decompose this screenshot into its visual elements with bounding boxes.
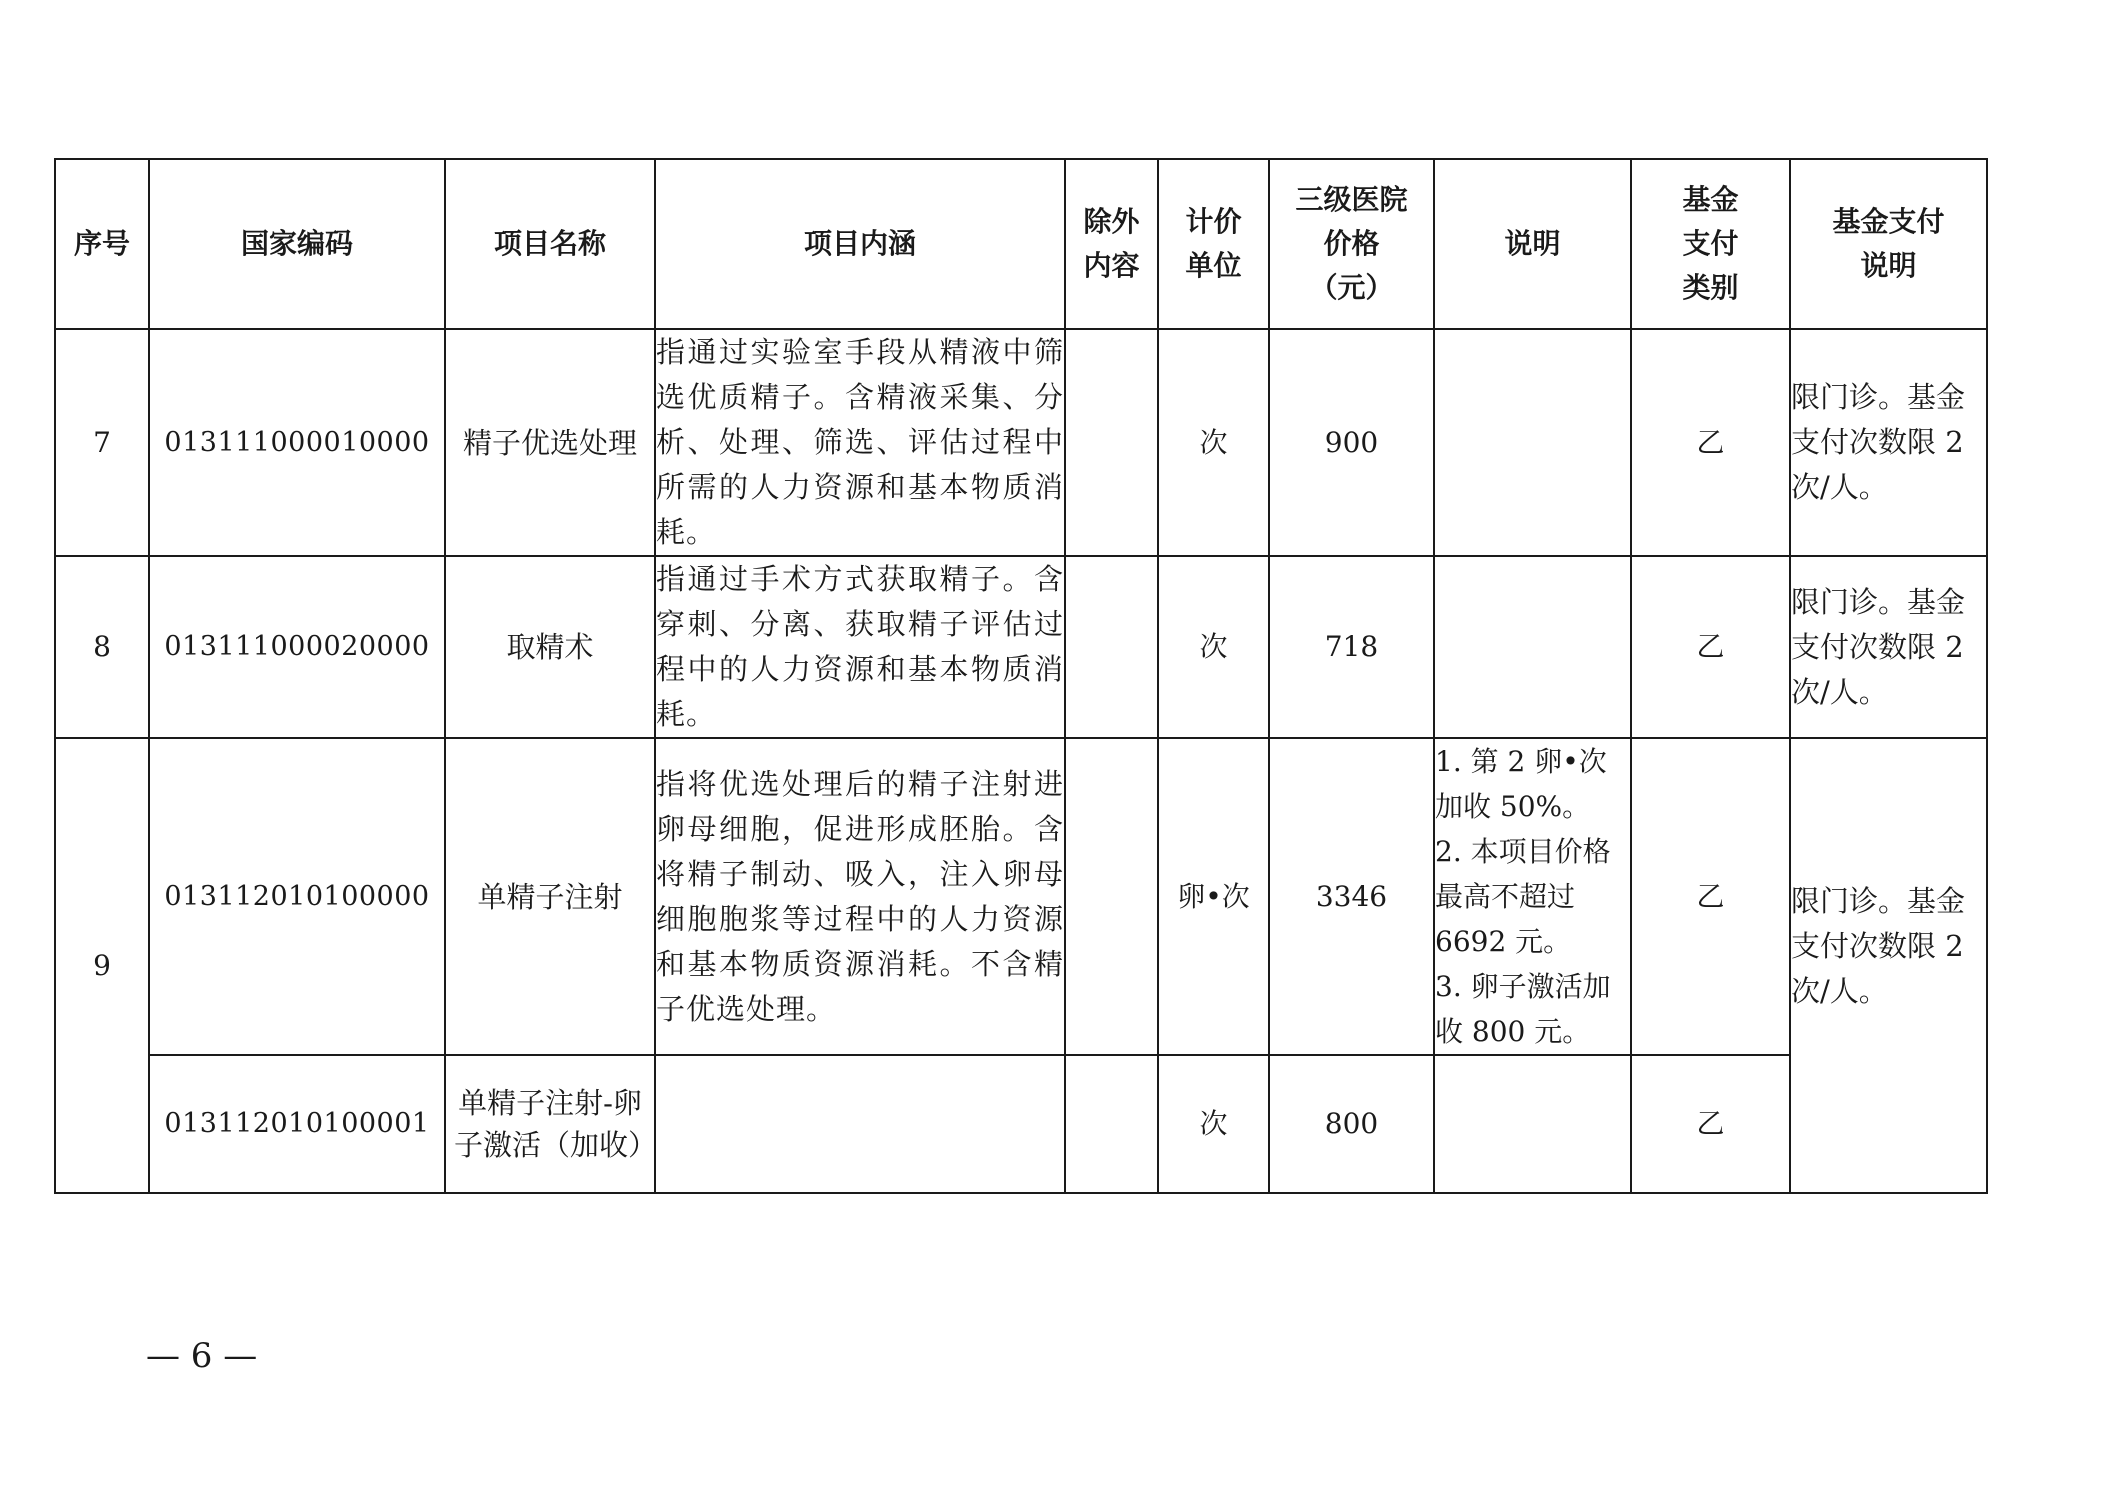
header-name: 项目名称 [445, 159, 655, 329]
remark-line: 1. 第 2 卵•次加收 50%。 [1435, 745, 1607, 823]
header-content: 项目内涵 [655, 159, 1065, 329]
table-row [55, 556, 1987, 738]
cell-fund-category: 乙 [1631, 1055, 1790, 1193]
header-code: 国家编码 [149, 159, 445, 329]
table-row [55, 1055, 1987, 1193]
cell-content [655, 1055, 1065, 1193]
cell-remark [1434, 329, 1631, 556]
cell-fund-category: 乙 [1631, 738, 1790, 1055]
cell-unit: 卵•次 [1158, 738, 1269, 1055]
cell-price: 718 [1269, 556, 1434, 738]
cell-fund-category: 乙 [1631, 329, 1790, 556]
header-row [55, 159, 1987, 329]
cell-name: 单精子注射-卵子激活（加收） [445, 1055, 655, 1193]
table-row [55, 329, 1987, 556]
header-exclusions: 除外内容 [1065, 159, 1158, 329]
cell-code: 013112010100001 [149, 1055, 445, 1193]
cell-price: 900 [1269, 329, 1434, 556]
fee-table [54, 158, 1988, 1194]
cell-remark [1434, 738, 1631, 1055]
cell-unit: 次 [1158, 329, 1269, 556]
table-row [55, 738, 1987, 1055]
cell-code: 013111000010000 [149, 329, 445, 556]
cell-fund-note: 限门诊。基金支付次数限 2 次/人。 [1790, 329, 1987, 556]
cell-unit: 次 [1158, 556, 1269, 738]
cell-remark [1434, 556, 1631, 738]
header-remark: 说明 [1434, 159, 1631, 329]
cell-exclusions [1065, 329, 1158, 556]
cell-price: 3346 [1269, 738, 1434, 1055]
cell-content: 指通过手术方式获取精子。含穿刺、分离、获取精子评估过程中的人力资源和基本物质消耗。 [655, 556, 1065, 738]
cell-exclusions [1065, 1055, 1158, 1193]
cell-content: 指通过实验室手段从精液中筛选优质精子。含精液采集、分析、处理、筛选、评估过程中所需的人力资源和基本物质消耗。 [655, 329, 1065, 556]
cell-price: 800 [1269, 1055, 1434, 1193]
cell-seq: 9 [55, 738, 149, 1193]
cell-seq: 7 [55, 329, 149, 556]
cell-name: 取精术 [445, 556, 655, 738]
cell-exclusions [1065, 556, 1158, 738]
cell-code: 013111000020000 [149, 556, 445, 738]
header-price: 三级医院价格（元） [1269, 159, 1434, 329]
remark-line: 2. 本项目价格最高不超过 6692 元。 [1435, 835, 1611, 958]
cell-content: 指将优选处理后的精子注射进卵母细胞，促进形成胚胎。含将精子制动、吸入，注入卵母细胞胞浆等过程中的人力资源和基本物质资源消耗。不含精子优选处理。 [655, 738, 1065, 1055]
header-fund-category: 基金支付类别 [1631, 159, 1790, 329]
cell-seq: 8 [55, 556, 149, 738]
header-fund-note: 基金支付说明 [1790, 159, 1987, 329]
cell-fund-note: 限门诊。基金支付次数限 2 次/人。 [1790, 738, 1987, 1193]
remark-line: 3. 卵子激活加收 800 元。 [1435, 970, 1611, 1048]
header-unit: 计价单位 [1158, 159, 1269, 329]
cell-exclusions [1065, 738, 1158, 1055]
cell-remark [1434, 1055, 1631, 1193]
cell-name: 单精子注射 [445, 738, 655, 1055]
cell-fund-category: 乙 [1631, 556, 1790, 738]
header-seq: 序号 [55, 159, 149, 329]
cell-fund-note: 限门诊。基金支付次数限 2 次/人。 [1790, 556, 1987, 738]
cell-name: 精子优选处理 [445, 329, 655, 556]
cell-unit: 次 [1158, 1055, 1269, 1193]
cell-code: 013112010100000 [149, 738, 445, 1055]
page-number: — 6 — [146, 1336, 258, 1376]
